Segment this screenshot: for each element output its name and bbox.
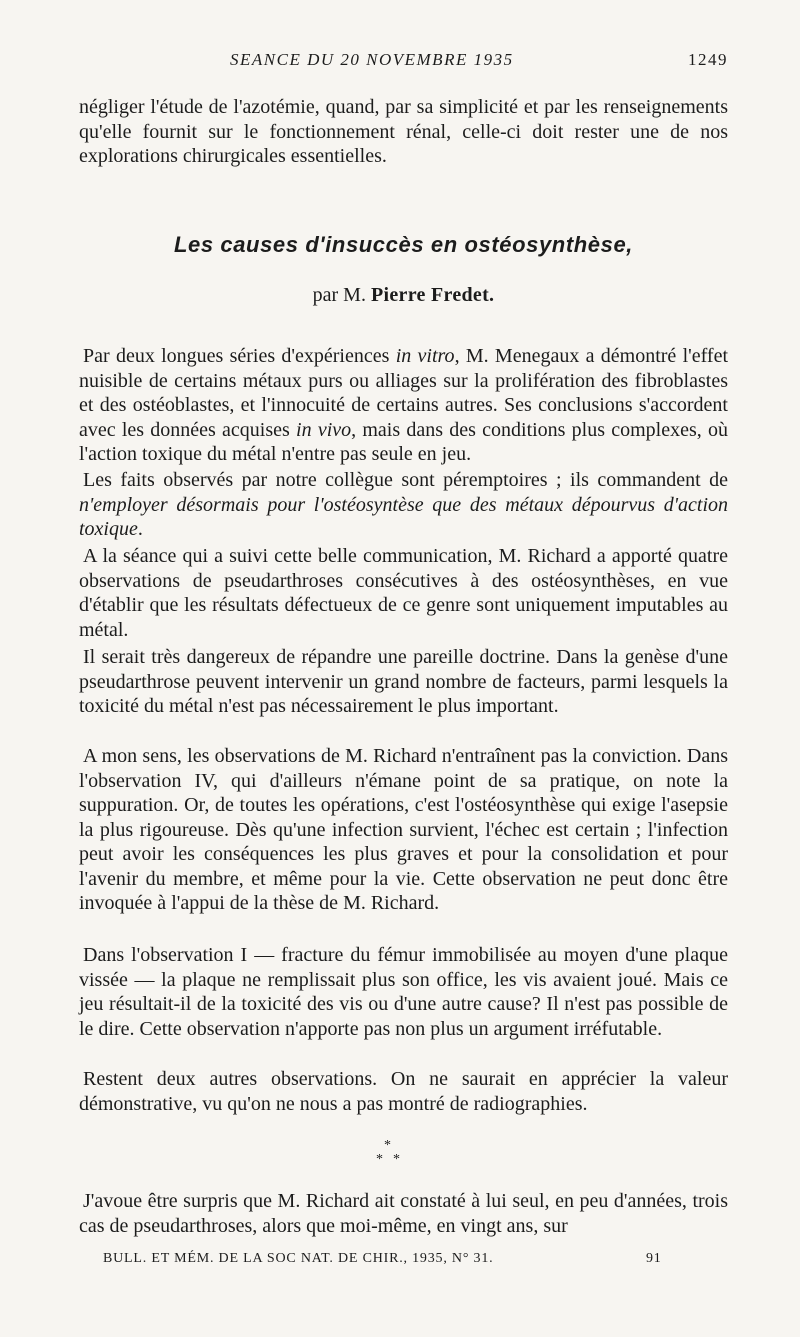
separator-star: * — [393, 1152, 400, 1167]
emphasis-recommendation: n'employer désormais pour l'ostéosyntèse que des métaux dépourvus d'action toxique — [79, 493, 728, 540]
previous-article-ending: négliger l'étude de l'azotémie, quand, par sa simplicité et par les renseignements qu'elle fournit sur le fonctionnement rénal, celle-ci doit rester une de nos explorations chirurgicales essentielles. — [79, 96, 728, 167]
separator-star: * — [376, 1152, 383, 1167]
byline — [79, 284, 728, 307]
paragraph-5: A mon sens, les observations de M. Richard n'entraînent pas la conviction. Dans l'observation IV, qui d'ailleurs n'émane point de sa pratique, on note la suppuration. Or, de toutes les opérations, c'est l'ostéosynthèse qui exige l'asepsie la plus rigoureuse. Dès qu'une infection survient, l'échec est certain ; l'infection peut avoir les conséquences les plus graves et pour la consolidation et pour l'avenir du membre, et même pour la vie. Cette observation ne peut donc être invoquée à l'appui de la thèse de M. Richard. — [79, 745, 728, 914]
paragraph-text: Les faits observés par notre collègue sont péremptoires ; ils commandent de — [83, 469, 728, 491]
journal-citation: BULL. ET MÉM. DE LA SOC NAT. DE CHIR., 1935, N° 31. — [103, 1251, 494, 1266]
paragraph-7: Restent deux autres observations. On ne saurait en apprécier la valeur démonstrative, vu qu'on ne nous a pas montré de radiographies. — [79, 1068, 728, 1115]
paragraph-text: Par deux longues séries d'expériences — [83, 345, 396, 367]
separator-star: * — [384, 1138, 391, 1153]
byline-prefix: par M. — [312, 284, 366, 306]
running-header — [79, 50, 728, 74]
paragraph-4: Il serait très dangereux de répandre une pareille doctrine. Dans la genèse d'une pseudarthrose peuvent intervenir un grand nombre de facteurs, parmi lesquels la toxicité du métal n'est pas nécessairement le plus important. — [79, 646, 728, 717]
paragraph-text: , mais dans des conditions plus complexes, où l'action toxique du métal n'entre pas seule en jeu. — [79, 418, 728, 465]
paragraph-2 — [79, 468, 728, 542]
sheet-number: 91 — [646, 1251, 662, 1266]
paragraph-text: . — [137, 518, 143, 540]
emphasis-in-vivo: in vivo — [296, 418, 352, 441]
paragraph-text: , M. Menegaux a démontré l'effet nuisible de certains métaux purs ou alliages sur la prolifération des fibroblastes et des ostéoblastes, et l'innocuité de certains autres. Ses conclusions s'accordent avec les données acquises — [79, 345, 728, 441]
page-footer — [79, 1251, 728, 1273]
header-title: SEANCE DU 20 NOVEMBRE 1935 — [230, 50, 514, 69]
page-number: 1249 — [688, 50, 728, 69]
paragraph-8: J'avoue être surpris que M. Richard ait constaté à lui seul, en peu d'années, trois cas de pseudarthroses, alors que moi-même, en vingt ans, sur — [79, 1190, 728, 1237]
asterism-separator — [370, 1138, 410, 1174]
paragraph-1 — [79, 344, 728, 467]
article-title: Les causes d'insuccès en ostéosynthèse, — [173, 232, 634, 257]
paragraph-3: A la séance qui a suivi cette belle communication, M. Richard a apporté quatre observations de pseudarthroses consécutives à des ostéosynthèses, en vue d'établir que les résultats défectueux de ce genre sont uniquement imputables au métal. — [79, 545, 728, 641]
paragraph-6: Dans l'observation I — fracture du fémur immobilisée au moyen d'une plaque vissée — la plaque ne remplissait plus son office, les vis avaient joué. Mais ce jeu résultait-il de la toxicité des vis ou d'une autre cause? Il n'est pas possible de le dire. Cette observation n'apporte pas non plus un argument irréfutable. — [79, 944, 728, 1040]
author-name: Pierre Fredet. — [370, 284, 495, 306]
emphasis-in-vitro: in vitro — [395, 345, 455, 367]
